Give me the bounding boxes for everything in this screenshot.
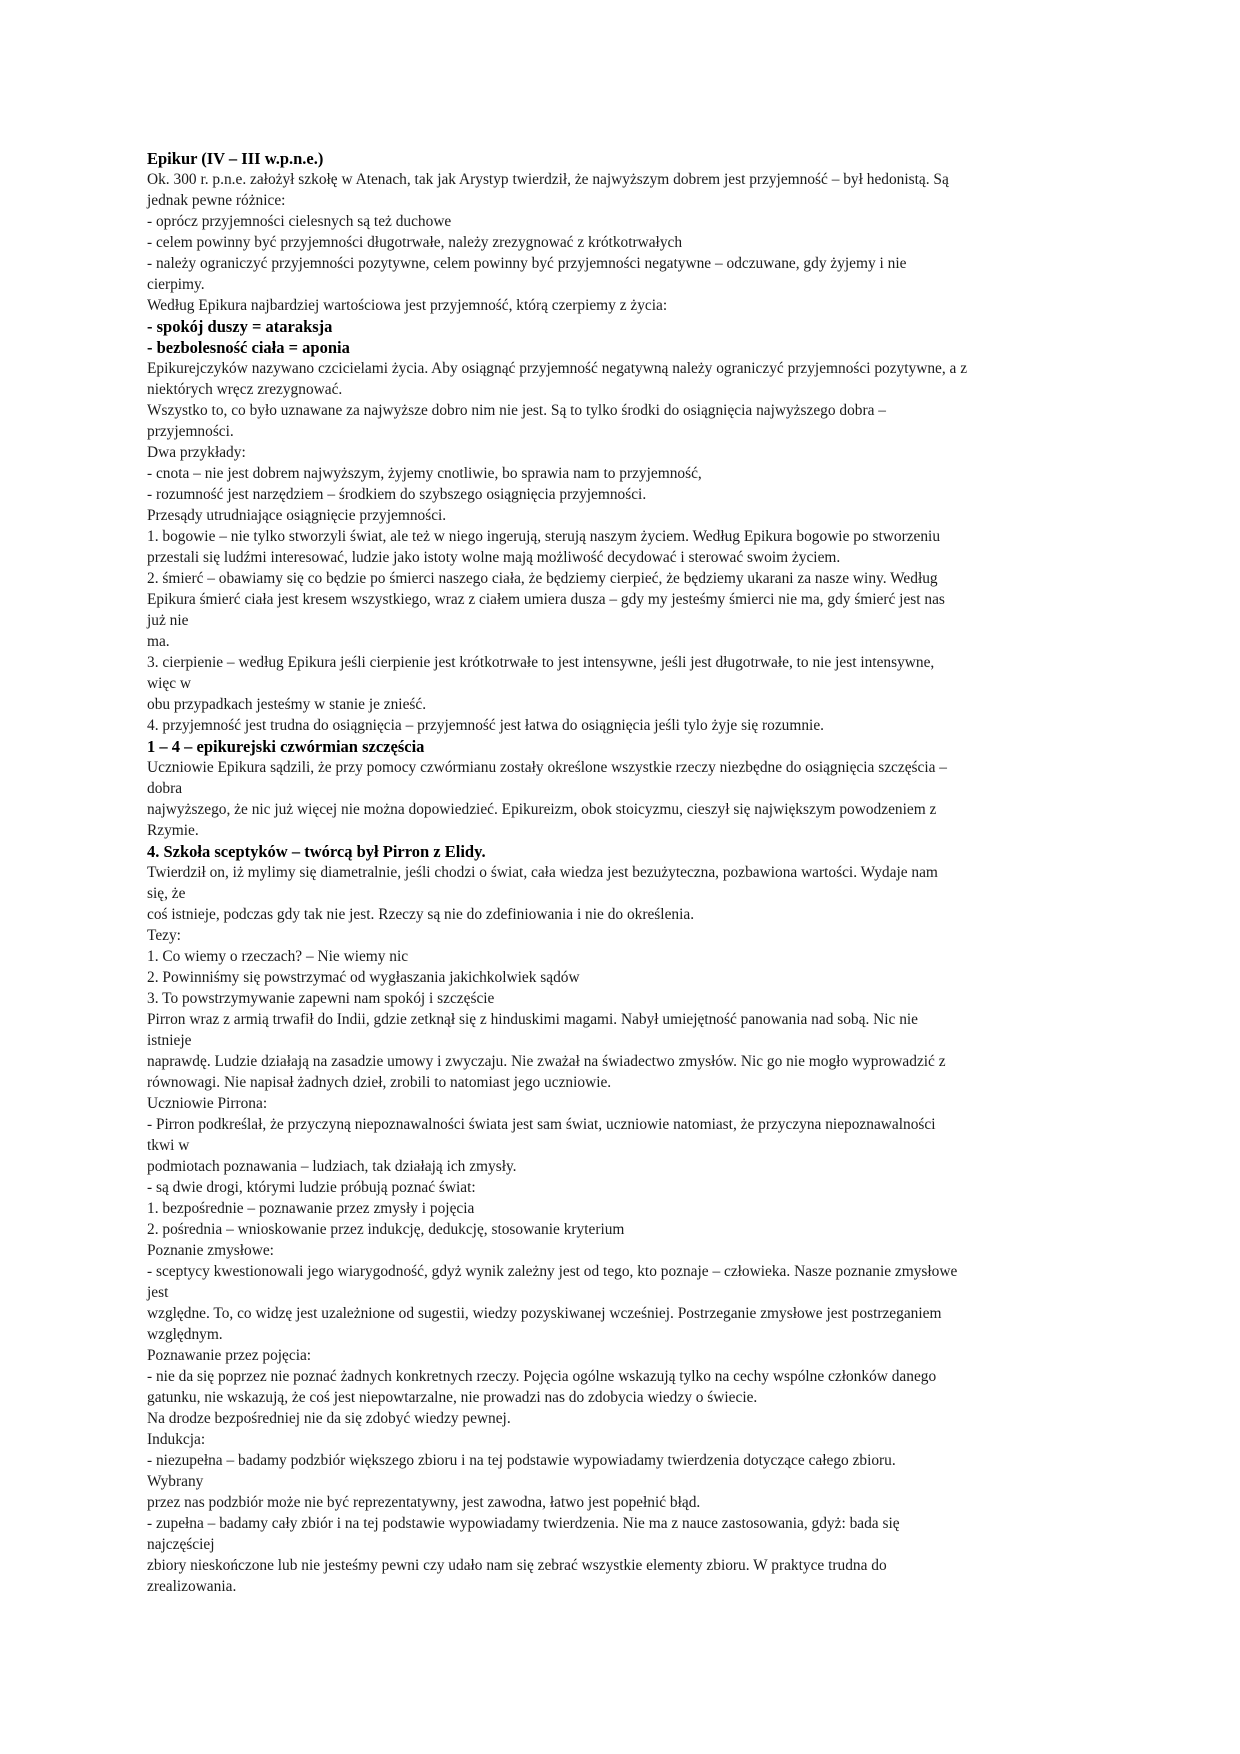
heading-line: - bezbolesność ciała = aponia [147,338,350,357]
text-line: Według Epikura najbardziej wartościowa jest przyjemność, którą czerpiemy z życia: [147,297,668,314]
text-line: względne. To, co widzę jest uzależnione od sugestii, wiedzy pozyskiwanej wcześniej. Postrzeganie zmysłowe jest postrzeganiem [147,1305,942,1322]
text-line: Indukcja: [147,1431,206,1448]
text-line: Poznanie zmysłowe: [147,1242,274,1259]
text-line: - rozumność jest narzędziem – środkiem do szybszego osiągnięcia przyjemności. [147,486,647,503]
heading-line: - spokój duszy = ataraksja [147,317,333,336]
text-line: coś istnieje, podczas gdy tak nie jest. Rzeczy są nie do zdefiniowania i nie do określenia. [147,906,695,923]
text-line: podmiotach poznawania – ludziach, tak działają ich zmysły. [147,1158,517,1175]
text-line: przestali się ludźmi interesować, ludzie jako istoty wolne mają możliwość decydować i sterować swoim życiem. [147,549,841,566]
text-line: - należy ograniczyć przyjemności pozytywne, celem powinny być przyjemności negatywne – odczuwane, gdy żyjemy i nie [147,255,907,272]
text-line: 4. przyjemność jest trudna do osiągnięcia – przyjemność jest łatwa do osiągnięcia jeśli tylo żyje się rozumnie. [147,717,824,734]
text-line: - oprócz przyjemności cielesnych są też duchowe [147,213,452,230]
text-line: najwyższego, że nic już więcej nie można dopowiedzieć. Epikureizm, obok stoicyzmu, cieszył się największym powodzeniem z [147,801,937,818]
text-line: 1. Co wiemy o rzeczach? – Nie wiemy nic [147,948,409,965]
text-line: ma. [147,633,170,650]
text-line: - zupełna – badamy cały zbiór i na tej podstawie wypowiadamy twierdzenia. Nie ma z nauce zastosowania, gdyż: bada się [147,1515,900,1532]
text-line: cierpimy. [147,276,205,293]
text-line: - celem powinny być przyjemności długotrwałe, należy zrezygnować z krótkotrwałych [147,234,683,251]
text-line: 3. To powstrzymywanie zapewni nam spokój i szczęście [147,990,495,1007]
heading-line: 1 – 4 – epikurejski czwórmian szczęścia [147,737,425,756]
text-line: jednak pewne różnice: [147,192,286,209]
text-line: 2. pośrednia – wnioskowanie przez indukcję, dedukcję, stosowanie kryterium [147,1221,625,1238]
text-line: Dwa przykłady: [147,444,246,461]
text-line: 1. bezpośrednie – poznawanie przez zmysły i pojęcia [147,1200,475,1217]
text-line: najczęściej [147,1536,215,1553]
text-line: dobra [147,780,183,797]
text-line: - są dwie drogi, którymi ludzie próbują poznać świat: [147,1179,476,1196]
text-line: - sceptycy kwestionowali jego wiarygodność, gdyż wynik zależny jest od tego, kto poznaje – człowieka. Nasze poznanie zmysłowe [147,1263,958,1280]
text-line: tkwi w [147,1137,190,1154]
text-line: - nie da się poprzez nie poznać żadnych konkretnych rzeczy. Pojęcia ogólne wskazują tylko na cechy wspólne członków danego [147,1368,937,1385]
text-line: Wszystko to, co było uznawane za najwyższe dobro nim nie jest. Są to tylko środki do osiągnięcia najwyższego dobra – [147,402,886,419]
text-line: zrealizowania. [147,1578,237,1595]
heading-line: 4. Szkoła sceptyków – twórcą był Pirron z Elidy. [147,842,486,861]
text-line: - cnota – nie jest dobrem najwyższym, żyjemy cnotliwie, bo sprawia nam to przyjemność, [147,465,702,482]
text-line: niektórych wręcz zrezygnować. [147,381,343,398]
text-line: jest [147,1284,169,1301]
text-line: istnieje [147,1032,192,1049]
text-line: naprawdę. Ludzie działają na zasadzie umowy i zwyczaju. Nie zważał na świadectwo zmysłów. Nic go nie mogło wyprowadzić z [147,1053,946,1070]
document-page [147,148,1095,1597]
text-line: gatunku, nie wskazują, że coś jest niepowtarzalne, nie prowadzi nas do zdobycia wiedzy o świecie. [147,1389,758,1406]
text-line: obu przypadkach jesteśmy w stanie je znieść. [147,696,427,713]
text-line: Ok. 300 r. p.n.e. założył szkołę w Atenach, tak jak Arystyp twierdził, że najwyższym dobrem jest przyjemność – był hedonistą. Są [147,171,949,188]
text-line: Na drodze bezpośredniej nie da się zdobyć wiedzy pewnej. [147,1410,511,1427]
text-line: 1. bogowie – nie tylko stworzyli świat, ale też w niego ingerują, sterują naszym życiem. Według Epikura bogowie po stworzeniu [147,528,941,545]
text-line: Uczniowie Epikura sądzili, że przy pomocy czwórmianu zostały określone wszystkie rzeczy niezbędne do osiągnięcia szczęścia – [147,759,947,776]
text-line: Epikurejczyków nazywano czcicielami życia. Aby osiągnąć przyjemność negatywną należy ograniczyć przyjemności pozytywne, a z [147,360,968,377]
text-line: już nie [147,612,189,629]
text-line: zbiory nieskończone lub nie jesteśmy pewni czy udało nam się zebrać wszystkie elementy zbioru. W praktyce trudna do [147,1557,887,1574]
text-line: równowagi. Nie napisał żadnych dzieł, zrobili to natomiast jego uczniowie. [147,1074,612,1091]
text-line: przyjemności. [147,423,234,440]
heading-line: Epikur (IV – III w.p.n.e.) [147,149,324,168]
text-line: się, że [147,885,186,902]
text-line: względnym. [147,1326,223,1343]
text-line: więc w [147,675,192,692]
text-line: przez nas podzbiór może nie być reprezentatywny, jest zawodna, łatwo jest popełnić błąd. [147,1494,701,1511]
text-line: Twierdził on, iż mylimy się diametralnie, jeśli chodzi o świat, cała wiedza jest bezużyteczna, pozbawiona wartości. Wydaje nam [147,864,938,881]
text-line: - Pirron podkreślał, że przyczyną niepoznawalności świata jest sam świat, uczniowie natomiast, że przyczyna niepoznawalności [147,1116,936,1133]
text-line: Przesądy utrudniające osiągnięcie przyjemności. [147,507,447,524]
text-line: 2. Powinniśmy się powstrzymać od wygłaszania jakichkolwiek sądów [147,969,580,986]
text-line: 2. śmierć – obawiamy się co będzie po śmierci naszego ciała, że będziemy cierpieć, że będziemy ukarani za nasze winy. Według [147,570,938,587]
text-line: Uczniowie Pirrona: [147,1095,268,1112]
text-line: - niezupełna – badamy podzbiór większego zbioru i na tej podstawie wypowiadamy twierdzenia dotyczące całego zbioru. [147,1452,896,1469]
text-line: Rzymie. [147,822,199,839]
text-line: Tezy: [147,927,181,944]
text-line: Epikura śmierć ciała jest kresem wszystkiego, wraz z ciałem umiera dusza – gdy my jesteśmy śmierci nie ma, gdy śmierć jest nas [147,591,945,608]
text-line: Pirron wraz z armią trwafił do Indii, gdzie zetknął się z hinduskimi magami. Nabył umiejętność panowania nad sobą. Nic nie [147,1011,919,1028]
text-line: Poznawanie przez pojęcia: [147,1347,312,1364]
text-line: 3. cierpienie – według Epikura jeśli cierpienie jest krótkotrwałe to jest intensywne, jeśli jest długotrwałe, to nie jest intensywne, [147,654,935,671]
text-line: Wybrany [147,1473,204,1490]
